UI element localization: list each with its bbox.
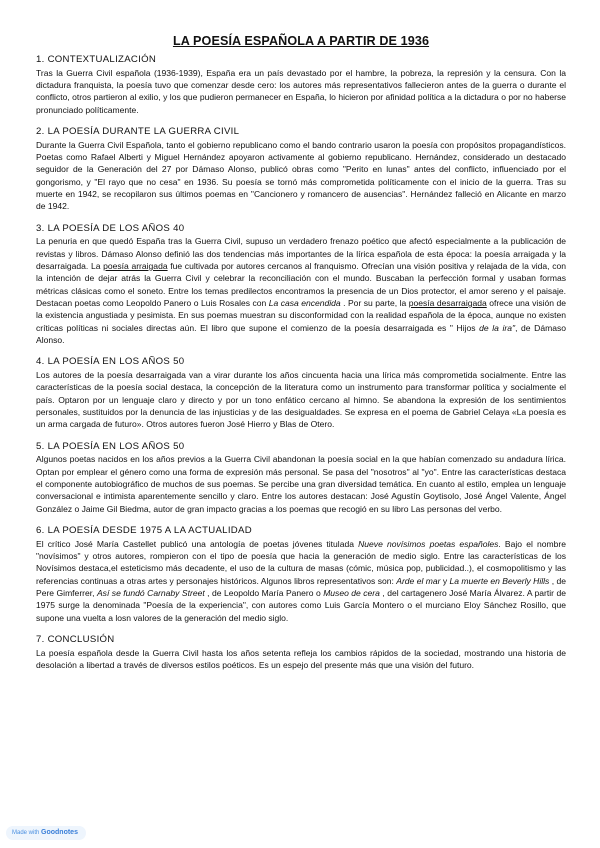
book-title: La muerte en Beverly Hills xyxy=(449,575,550,586)
section-conclusion xyxy=(36,634,566,671)
section-heading: 3. LA POESÍA DE LOS AÑOS 40 xyxy=(36,222,185,234)
section-guerra-civil xyxy=(36,126,566,213)
text-run: La penuria en que quedó España tras la Guerra Civil, supuso un verdadero frenazo poético que afectó especialmente a la publicación de revistas y libros. Dámaso Alonso definió las dos tendencias más importantes de la lírica española de esta época: la poesía arraigada y la desarraigada. La xyxy=(36,236,566,271)
text-run: ofrece una visión de la existencia angustiada y pesimista. En sus poemas muestran su disconformidad con la realidad española de la época, aunque no existen críticas políticas ni sociales directas aún. El libro que supone el comienzo de la poesía desarraigada es " Hijos xyxy=(36,297,566,333)
section-heading: 4. LA POESÍA EN LOS AÑOS 50 xyxy=(36,356,185,368)
text-run: . Bajo el nombre "novísimos" y otros autores, rompieron con el tipo de poesía que hacia la generación de medio siglo. Entre las características de los Novísimos destaca,el esteticismo más decadente, el uso de la cultura de masas (cómic, música pop, publicidad..), el cosmopolitismo y las referencias continuas a otras artes y personajes históricos. Algunos libros representativos son: xyxy=(36,538,566,586)
text-run: y xyxy=(440,575,450,586)
document-title: LA POESÍA ESPAÑOLA A PARTIR DE 1936 xyxy=(172,34,430,48)
book-title: de la ira" xyxy=(479,322,516,333)
section-desde-1975 xyxy=(36,525,566,624)
section-anos-40 xyxy=(36,223,566,347)
section-heading: 7. CONCLUSIÓN xyxy=(36,633,115,645)
section-paragraph xyxy=(36,235,566,346)
text-run: El crítico José María Castellet publicó una antología de poetas jóvenes titulada xyxy=(36,538,359,549)
section-paragraph: La poesía española desde la Guerra Civil hasta los años setenta refleja los cambios rápidos de la sociedad, mostrando una historia de desolación a libertad a través de diversos estilos poéticos. Es un espejo del presente más que una visión del futuro. xyxy=(36,647,566,670)
badge-brand: Goodnotes xyxy=(41,829,78,836)
badge-small-text: Made with xyxy=(12,830,40,836)
text-run: , de Pere Gimferrer, xyxy=(36,575,566,598)
text-run: , del cartagenero José María Álvarez. A partir de 1975 surge la denominada "Poesía de la experiencia", con autores como Luis García Montero o el murciano Eloy Sánchez Rosillo, que supone una vuelta a losn valores de la generación del medio siglo. xyxy=(36,587,566,623)
section-paragraph: Algunos poetas nacidos en los años previos a la Guerra Civil abandonan la poesía social en la que habían comenzado su andadura lírica. Optan por emplear el género como una forma de expresión más personal. Se pasa del "nosotros" al "yo". Entre las características destaca el componente autobiográfico de muchos de sus poemas. Se percibe una gran diversidad temática. En cuanto al estilo, emplea un lenguaje conversacional e intimista aparentemente sencillo y claro. Entre los autores destacan: José Agustín Goytisolo, José Ángel Valente, Ángel González o Jaime Gil Biedma, autor de gran impacto gracias a los poemas que recogió en su libro Las personas del verbo. xyxy=(36,454,566,514)
section-heading: 2. LA POESÍA DURANTE LA GUERRA CIVIL xyxy=(36,125,240,137)
book-title: La casa encendida xyxy=(268,297,341,308)
section-paragraph: Los autores de la poesía desarraigada van a virar durante los años cincuenta hacia una lírica más comprometida socialmente. Entre las características de la poesía social destaca, la concepción de la literatura como un instrumento para transformar política y socialmente el país. Optaron por un lenguaje claro y directo y por un tono enfático cercano al himno. Se abandona la expresión de los sentimientos personales, sustituidos por la denuncia de las injusticias y de las desigualdades. Se expresa en el poema de Gabriel Celaya «La poesía es un arma cargada de futuro». Otros autores fueron José Hierro y Blas de Otero. xyxy=(36,369,566,430)
text-run: , de Leopoldo María Panero o xyxy=(204,587,324,598)
section-paragraph xyxy=(36,538,566,624)
section-heading: 5. LA POESÍA EN LOS AÑOS 50 xyxy=(36,440,185,452)
section-paragraph: Tras la Guerra Civil española (1936-1939), España era un país devastado por el hambre, la pobreza, la represión y la censura. Con la dictadura franquista, la poesía tuvo que comenzar desde cero: los autores más representativos fallecieron antes de la guerra o durante el conflicto, otros partieron al exilio, y los que pudieron permanecer en España, lo hicieron por afinidad política a la dictadura o por no haberse pronunciado políticamente. xyxy=(36,67,566,115)
document-page xyxy=(36,34,566,681)
underlined-term: poesía arraigada xyxy=(103,260,168,271)
text-run: . Por su parte, la xyxy=(340,297,409,308)
underlined-term: poesía desarraigada xyxy=(408,297,487,308)
book-title: Nueve novísimos poetas españoles xyxy=(358,538,499,549)
section-paragraph: Durante la Guerra Civil Española, tanto el gobierno republicano como el bando contrario usaron la poesía con propósitos propagandísticos. Poetas como Rafael Alberti y Miguel Hernández apoyaron activamente al gobierno republicano. Hernández, considerado un destacado seguidor de la Generación del 27 por Dámaso Alonso, publicó obras como "Perito en lunas" antes del conflicto, influenciado por el gongorismo, y "El rayo que no cesa" en 1936. Su poesía se tornó más comprometida políticamente con el inicio de la guerra. Tras su muerte en 1942, se recopilaron sus últimos poemas en "Cancionero y romancero de ausencias". Hernández falleció en Alicante en marzo de 1942. xyxy=(36,139,566,212)
goodnotes-badge xyxy=(6,826,86,840)
section-contextualizacion xyxy=(36,54,566,116)
book-title: Arde el mar xyxy=(396,575,441,586)
section-heading: 6. LA POESÍA DESDE 1975 A LA ACTUALIDAD xyxy=(36,524,252,536)
book-title: Museo de cera xyxy=(323,587,380,598)
section-heading: 1. CONTEXTUALIZACIÓN xyxy=(36,54,157,65)
section-anos-50-intimista xyxy=(36,441,566,515)
book-title: Así se fundó Carnaby Street xyxy=(96,587,205,598)
text-run: , de Dámaso Alonso. xyxy=(36,322,566,345)
section-anos-50-social xyxy=(36,356,566,430)
text-run: fue cultivada por autores cercanos al franquismo. Ofrecían una visión positiva y relajada de la vida, con la intención de dejar atrás la Guerra Civil y celebrar la reconciliación con el mundo. Buscaban la perfección formal y usaban formas métricas clásicas como el soneto. Entre los temas predilectos encontramos la presencia de un Dios protector, el amor sereno y el paisaje. Destacan poetas como Leopoldo Panero o Luis Rosales con xyxy=(36,260,566,308)
